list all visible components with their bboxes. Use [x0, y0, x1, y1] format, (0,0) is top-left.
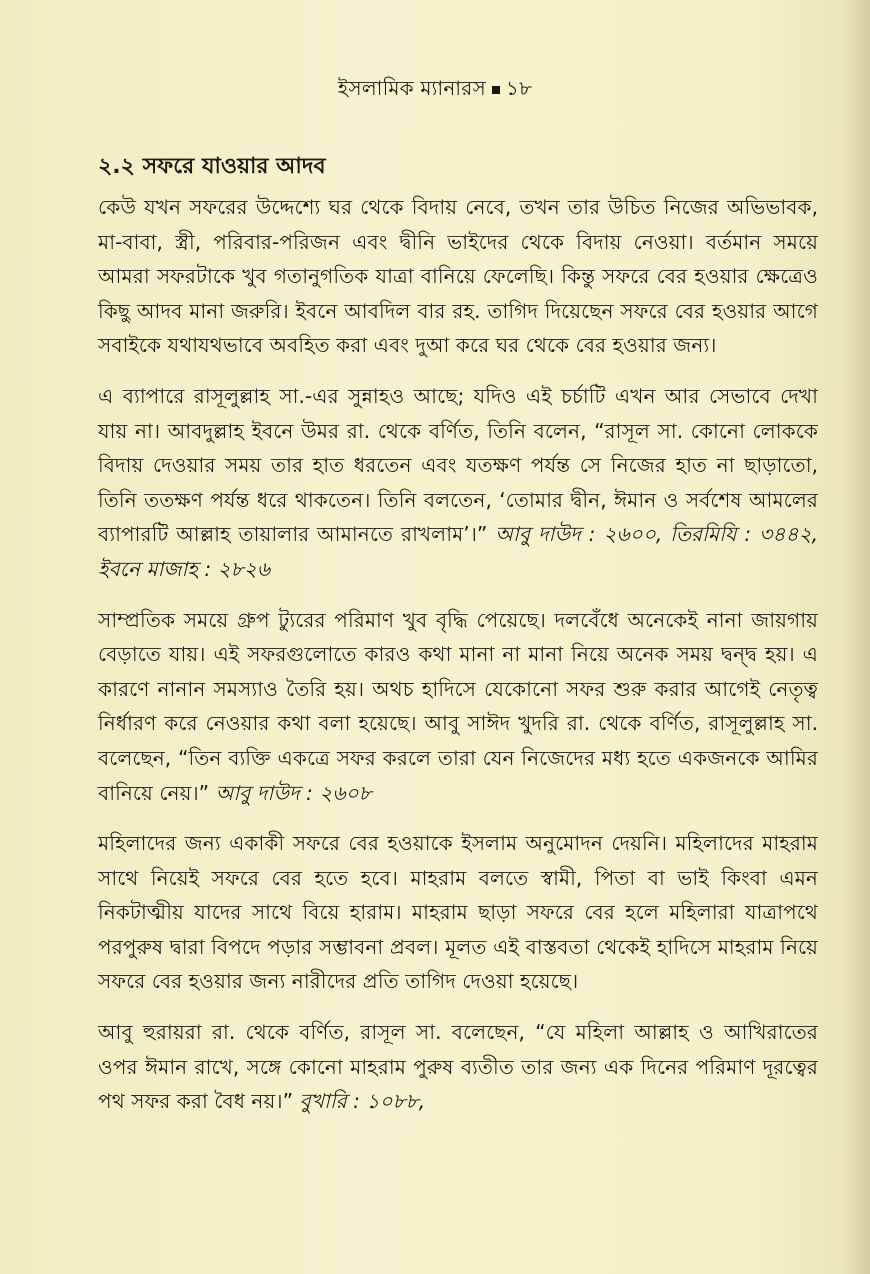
paragraph-text: আবু হুরায়রা রা. থেকে বর্ণিত, রাসূল সা. বলেছেন, “যে মহিলা আল্লাহ ও আখিরাতের ওপর ঈমান রাখে, সঙ্গে কোনো মাহরাম পুরুষ ব্যতীত তার জন্য এক দিনের পরিমাণ দূরত্বের পথ সফর করা বৈধ নয়।”: [98, 1020, 818, 1114]
paragraph-text: এ ব্যাপারে রাসূলুল্লাহ সা.-এর সুন্নাহও আছে; যদিও এই চর্চাটি এখন আর সেভাবে দেখা যায় না। আবদুল্লাহ ইবনে উমর রা. থেকে বর্ণিত, তিনি বলেন, “রাসূল সা. কোনো লোককে বিদায় দেওয়ার সময় তার হাত ধরতেন এবং যতক্ষণ পর্যন্ত সে নিজের হাত না ছাড়াতো, তিনি ততক্ষণ পর্যন্ত ধরে থাকতেন। তিনি বলতেন, ‘তোমার দ্বীন, ঈমান ও সর্বশেষ আমলের ব্যাপারটি আল্লাহ তায়ালার আমানতে রাখলাম’।”: [98, 383, 818, 547]
square-bullet-icon: [492, 86, 500, 94]
page-number: ১৮: [505, 76, 533, 100]
paragraph-2: [98, 379, 818, 587]
paragraph-5: [98, 1015, 818, 1119]
hadith-citation: বুখারি : ১০৮৮,: [299, 1089, 426, 1114]
book-title: ইসলামিক ম্যানারস: [337, 76, 486, 100]
hadith-citation: আবু দাউদ : ২৬০৮: [215, 780, 372, 805]
paragraph-text: সাম্প্রতিক সময়ে গ্রুপ ট্যুরের পরিমাণ খুব বৃদ্ধি পেয়েছে। দলবেঁধে অনেকেই নানা জায়গায় বেড়াতে যায়। এই সফরগুলোতে কারও কথা মানা না মানা নিয়ে অনেক সময় দ্বন্দ্ব হয়। এ কারণে নানান সমস্যাও তৈরি হয়। অথচ হাদিসে যেকোনো সফর শুরু করার আগেই নেতৃত্ব নির্ধারণ করে নেওয়ার কথা বলা হয়েছে। আবু সাঈদ খুদরি রা. থেকে বর্ণিত, রাসূলুল্লাহ সা. বলেছেন, “তিন ব্যক্তি একত্রে সফর করলে তারা যেন নিজেদের মধ্য হতে একজনকে আমির বানিয়ে নেয়।”: [98, 607, 818, 805]
running-header: [0, 74, 870, 107]
hadith-citation: আবু দাউদ : ২৬০০, তিরমিযি : ৩৪৪২, ইবনে মাজাহ : ২৮২৬: [98, 522, 818, 581]
paragraph-4: [98, 826, 818, 999]
paragraph-text: কেউ যখন সফরের উদ্দেশ্যে ঘর থেকে বিদায় নেবে, তখন তার উচিত নিজের অভিভাবক, মা-বাবা, স্ত্রী, পরিবার-পরিজন এবং দ্বীনি ভাইদের থেকে বিদায় নেওয়া। বর্তমান সময়ে আমরা সফরটাকে খুব গতানুগতিক যাত্রা বানিয়ে ফেলেছি। কিন্তু সফরে বের হওয়ার ক্ষেত্রেও কিছু আদব মানা জরুরি। ইবনে আবদিল বার রহ. তাগিদ দিয়েছেন সফরে বের হওয়ার আগে সবাইকে যথাযথভাবে অবহিত করা এবং দুআ করে ঘর থেকে বের হওয়ার জন্য।: [98, 195, 818, 358]
paragraph-3: [98, 603, 818, 811]
paragraph-1: [98, 190, 818, 363]
section-heading: ২.২ সফরে যাওয়ার আদব: [98, 154, 326, 179]
page-edge-shadow: [842, 0, 870, 1274]
paragraph-text: মহিলাদের জন্য একাকী সফরে বের হওয়াকে ইসলাম অনুমোদন দেয়নি। মহিলাদের মাহরাম সাথে নিয়েই সফরে বের হতে হবে। মাহরাম বলতে স্বামী, পিতা বা ভাই কিংবা এমন নিকটাত্মীয় যাদের সাথে বিয়ে হারাম। মাহরাম ছাড়া সফরে বের হলে মহিলারা যাত্রাপথে পরপুরুষ দ্বারা বিপদে পড়ার সম্ভাবনা প্রবল। মূলত এই বাস্তবতা থেকেই হাদিসে মাহরাম নিয়ে সফরে বের হওয়ার জন্য নারীদের প্রতি তাগিদ দেওয়া হয়েছে।: [98, 831, 818, 994]
page-content: [98, 150, 818, 1135]
